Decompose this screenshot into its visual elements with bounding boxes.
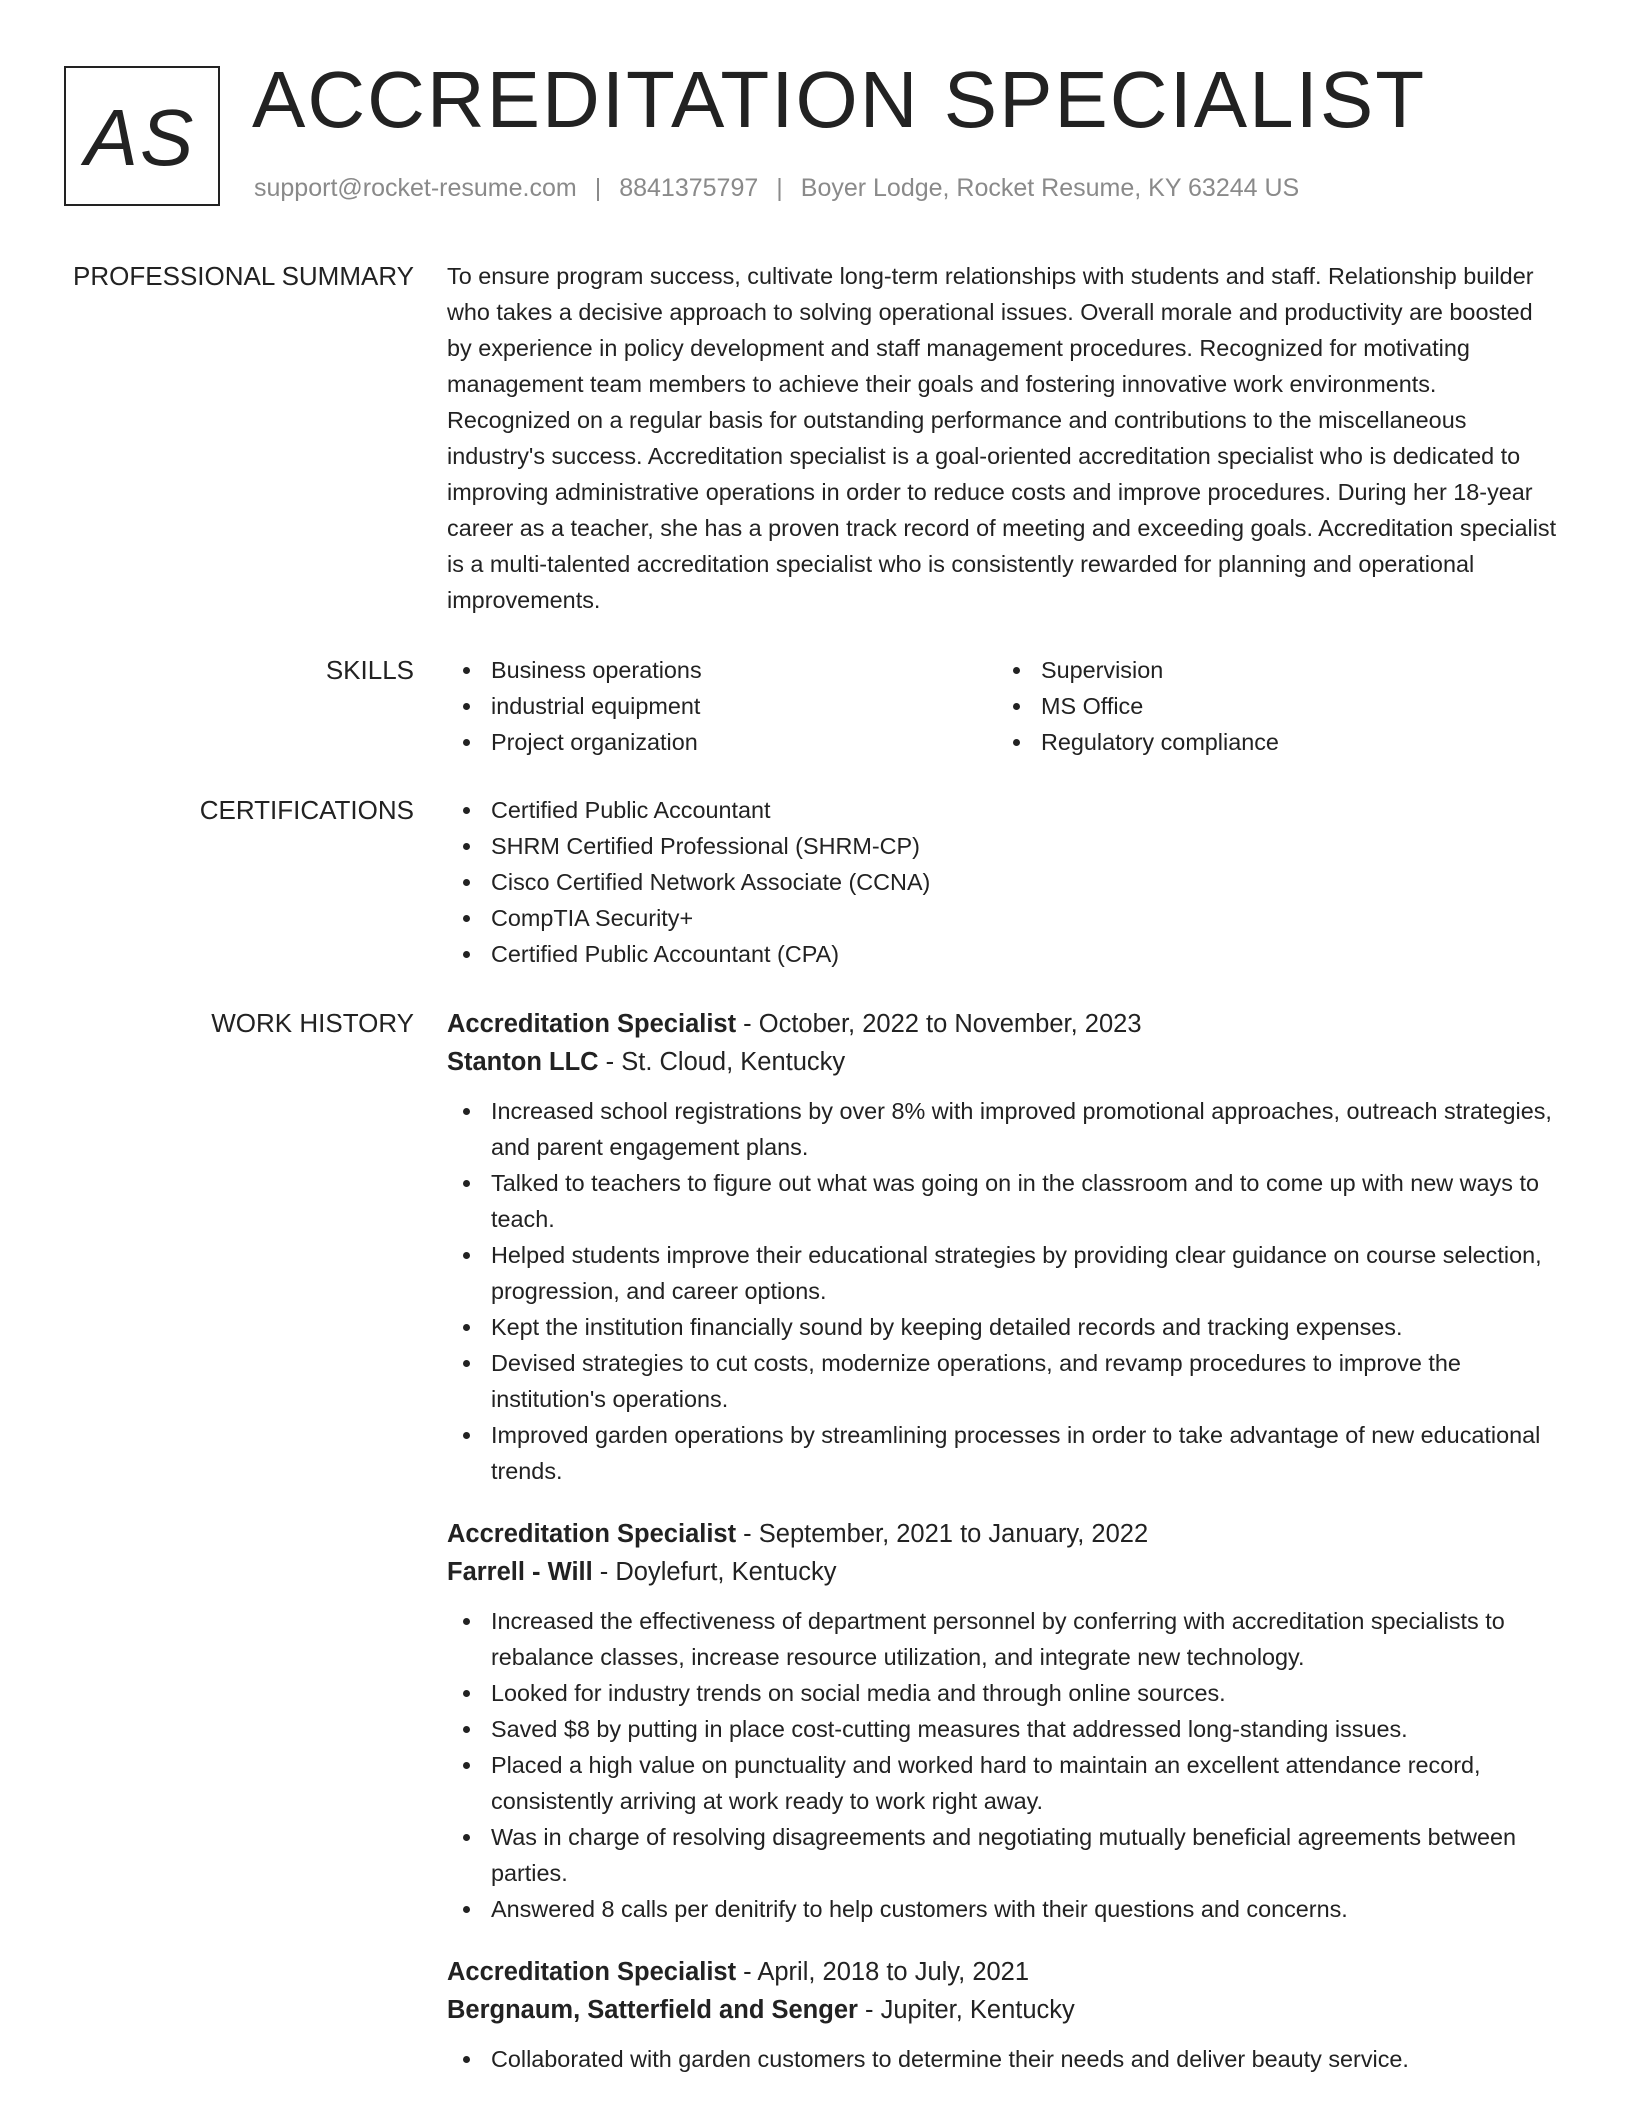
job-bullet: Answered 8 calls per denitrify to help customers with their questions and concerns. xyxy=(447,1891,1559,1927)
skill-item: Supervision xyxy=(997,652,1547,688)
contact-phone[interactable]: 8841375797 xyxy=(619,174,759,202)
job-bullet: Looked for industry trends on social media and through online sources. xyxy=(447,1675,1559,1711)
job-title-line xyxy=(447,1005,1559,1043)
job-bullet: Increased school registrations by over 8% with improved promotional approaches, outreach strategies, and parent engagement plans. xyxy=(447,1093,1559,1165)
job-bullet: Collaborated with garden customers to determine their needs and deliver beauty service. xyxy=(447,2041,1559,2077)
contact-address: Boyer Lodge, Rocket Resume, KY 63244 US xyxy=(800,174,1300,202)
initials-text: AS xyxy=(84,93,196,182)
summary-heading: PROFESSIONAL SUMMARY xyxy=(73,261,414,291)
certification-item: CompTIA Security+ xyxy=(447,900,1559,936)
job-bullet: Helped students improve their educational strategies by providing clear guidance on course selection, progression, and career options. xyxy=(447,1237,1559,1309)
job-bullet: Saved $8 by putting in place cost-cutting measures that addressed long-standing issues. xyxy=(447,1711,1559,1747)
job-bullet: Placed a high value on punctuality and worked hard to maintain an excellent attendance record, consistently arriving at work ready to work right away. xyxy=(447,1747,1559,1819)
skill-item: MS Office xyxy=(997,688,1547,724)
certification-item: SHRM Certified Professional (SHRM-CP) xyxy=(447,828,1559,864)
job-bullets xyxy=(447,1093,1559,1489)
job-bullet: Talked to teachers to figure out what was going on in the classroom and to come up with new ways to teach. xyxy=(447,1165,1559,1237)
contact-separator: | xyxy=(594,174,602,202)
job-entry xyxy=(447,1953,1559,2077)
job-entry xyxy=(447,1005,1559,1489)
job-title-line xyxy=(447,1515,1559,1553)
job-location: - Doylefurt, Kentucky xyxy=(592,1558,837,1586)
skills-heading: SKILLS xyxy=(325,655,414,685)
job-dates: - September, 2021 to January, 2022 xyxy=(736,1520,1149,1548)
certification-item: Cisco Certified Network Associate (CCNA) xyxy=(447,864,1559,900)
job-company-line xyxy=(447,1991,1559,2029)
skill-item: Project organization xyxy=(447,724,997,760)
job-bullets xyxy=(447,1603,1559,1927)
job-company-line xyxy=(447,1553,1559,1591)
certification-item: Certified Public Accountant xyxy=(447,792,1559,828)
job-bullets xyxy=(447,2041,1559,2077)
job-dates: - October, 2022 to November, 2023 xyxy=(736,1010,1142,1038)
skill-item: Regulatory compliance xyxy=(997,724,1547,760)
job-title: Accreditation Specialist xyxy=(447,1520,737,1548)
work-history-heading: WORK HISTORY xyxy=(211,1008,414,1038)
skill-item: industrial equipment xyxy=(447,688,997,724)
job-company: Bergnaum, Satterfield and Senger xyxy=(447,1996,858,2024)
job-location: - St. Cloud, Kentucky xyxy=(598,1048,846,1076)
skill-item: Business operations xyxy=(447,652,997,688)
contact-email[interactable]: support@rocket-resume.com xyxy=(254,174,577,202)
job-bullet: Was in charge of resolving disagreements and negotiating mutually beneficial agreements between parties. xyxy=(447,1819,1559,1891)
job-bullet: Increased the effectiveness of department personnel by conferring with accreditation specialists to rebalance classes, increase resource utilization, and integrate new technology. xyxy=(447,1603,1559,1675)
certifications-heading: CERTIFICATIONS xyxy=(199,795,414,825)
job-title-line xyxy=(447,1953,1559,1991)
contact-separator: | xyxy=(776,174,783,202)
skills-list-right xyxy=(997,652,1547,760)
certifications-list xyxy=(447,792,1559,972)
job-company-line xyxy=(447,1043,1559,1081)
summary-text: To ensure program success, cultivate long-term relationships with students and staff. Relationship builder who takes a decisive approach to solving operational issues. Overall morale and productivity are boosted by experience in policy development and staff management procedures. Recognized for motivating management team members to achieve their goals and fostering innovative work environments. Recognized on a regular basis for outstanding performance and contributions to the miscellaneous industry's success. Accreditation specialist is a goal-oriented accreditation specialist who is dedicated to improving administrative operations in order to reduce costs and improve procedures. During her 18-year career as a teacher, she has a proven track record of meeting and exceeding goals. Accreditation specialist is a multi-talented accreditation specialist who is consistently rewarded for planning and operational improvements. xyxy=(447,263,1557,613)
job-bullet: Devised strategies to cut costs, modernize operations, and revamp procedures to improve the institution's operations. xyxy=(447,1345,1559,1417)
job-bullet: Improved garden operations by streamlining processes in order to take advantage of new educational trends. xyxy=(447,1417,1559,1489)
skills-list-left xyxy=(447,652,997,760)
job-dates: - April, 2018 to July, 2021 xyxy=(736,1958,1030,1986)
job-company: Stanton LLC xyxy=(447,1048,599,1076)
initials-logo xyxy=(64,66,220,206)
certification-item: Certified Public Accountant (CPA) xyxy=(447,936,1559,972)
job-location: - Jupiter, Kentucky xyxy=(857,1996,1075,2024)
job-bullet: Kept the institution financially sound by keeping detailed records and tracking expenses. xyxy=(447,1309,1559,1345)
job-company: Farrell - Will xyxy=(447,1558,593,1586)
job-title: Accreditation Specialist xyxy=(447,1010,737,1038)
resume-name-title: ACCREDITATION SPECIALIST xyxy=(252,55,1427,144)
job-title: Accreditation Specialist xyxy=(447,1958,737,1986)
contact-line xyxy=(254,174,1299,203)
job-entry xyxy=(447,1515,1559,1927)
